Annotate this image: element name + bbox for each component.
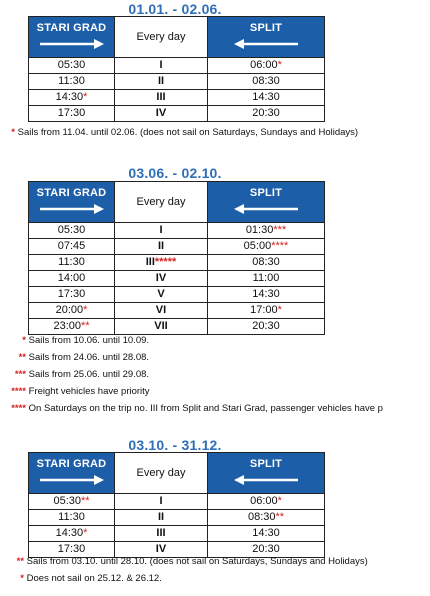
timetable-header-row bbox=[29, 17, 325, 58]
departure-cell bbox=[29, 494, 115, 510]
departure-time: 17:30 bbox=[57, 107, 86, 119]
trip-cell bbox=[115, 255, 208, 271]
table-row bbox=[29, 510, 325, 526]
arrival-time: 20:30 bbox=[252, 543, 280, 555]
header-every-day: Every day bbox=[115, 182, 208, 223]
footnote-text: Does not sail on 25.12. & 26.12. bbox=[26, 573, 162, 584]
departure-time: 11:30 bbox=[58, 256, 85, 268]
trip-number: IV bbox=[155, 107, 167, 119]
table-row bbox=[29, 90, 325, 106]
arrival-cell bbox=[208, 319, 325, 335]
arrival-cell bbox=[208, 271, 325, 287]
table-row bbox=[29, 287, 325, 303]
arrival-cell bbox=[208, 255, 325, 271]
trip-number: I bbox=[159, 495, 163, 507]
arrow-right-icon bbox=[39, 38, 105, 50]
timetable-header-row bbox=[29, 182, 325, 223]
footnote-text: Sails from 11.04. until 02.06. (does not sail on Saturdays, Sundays and Holidays) bbox=[17, 127, 359, 138]
departure-time: 23:00 bbox=[53, 320, 81, 332]
arrival-cell bbox=[208, 106, 325, 122]
arrival-time: 17:00 bbox=[250, 304, 278, 316]
footnote bbox=[4, 127, 358, 138]
departure-time: 14:30 bbox=[55, 527, 84, 539]
header-split bbox=[208, 182, 325, 223]
departure-cell bbox=[29, 255, 115, 271]
footnote bbox=[0, 352, 149, 363]
trip-number: I bbox=[159, 59, 163, 71]
table-row bbox=[29, 255, 325, 271]
departure-cell bbox=[29, 287, 115, 303]
arrival-cell bbox=[208, 58, 325, 74]
departure-cell bbox=[29, 303, 115, 319]
footnote bbox=[0, 386, 150, 397]
departure-time: 20:00 bbox=[55, 304, 84, 316]
arrival-time: 08:30 bbox=[252, 256, 280, 268]
footnote-mark: ** bbox=[16, 556, 24, 567]
footnote-mark: **** bbox=[11, 386, 26, 397]
departure-time: 17:30 bbox=[57, 288, 86, 300]
trip-cell bbox=[115, 510, 208, 526]
footnote-mark: ***** bbox=[154, 256, 177, 268]
header-label: STARI GRAD bbox=[36, 22, 107, 34]
departure-time: 14:30 bbox=[55, 91, 84, 103]
arrival-time: 14:30 bbox=[252, 527, 280, 539]
footnote-mark: * bbox=[277, 304, 282, 316]
departure-cell bbox=[29, 74, 115, 90]
footnote bbox=[0, 556, 368, 567]
arrival-cell bbox=[208, 526, 325, 542]
arrival-cell bbox=[208, 510, 325, 526]
trip-cell bbox=[115, 271, 208, 287]
trip-number: IV bbox=[155, 272, 167, 284]
departure-time: 07:45 bbox=[57, 240, 86, 252]
departure-cell bbox=[29, 90, 115, 106]
header-every-day: Every day bbox=[115, 453, 208, 494]
period-title: 01.01. - 02.06. bbox=[128, 1, 222, 17]
footnote-mark: ** bbox=[80, 495, 90, 507]
trip-number: III bbox=[156, 91, 166, 103]
header-label: SPLIT bbox=[249, 458, 283, 470]
footnote-mark: **** bbox=[271, 240, 289, 252]
arrival-cell bbox=[208, 303, 325, 319]
arrow-left-icon bbox=[233, 474, 299, 486]
trip-number: III bbox=[145, 256, 155, 268]
arrival-cell bbox=[208, 239, 325, 255]
header-every-day: Every day bbox=[115, 17, 208, 58]
table-row bbox=[29, 319, 325, 335]
departure-cell bbox=[29, 223, 115, 239]
footnote-mark: * bbox=[11, 127, 15, 138]
trip-cell bbox=[115, 319, 208, 335]
arrival-time: 05:00 bbox=[243, 240, 272, 252]
trip-cell bbox=[115, 58, 208, 74]
table-row bbox=[29, 526, 325, 542]
table-row bbox=[29, 239, 325, 255]
footnote-mark: *** bbox=[14, 369, 26, 380]
arrival-time: 14:30 bbox=[252, 288, 280, 300]
table-row bbox=[29, 223, 325, 239]
departure-time: 11:30 bbox=[58, 511, 85, 523]
footnote-mark: ** bbox=[18, 352, 26, 363]
departure-cell bbox=[29, 58, 115, 74]
header-label: SPLIT bbox=[249, 22, 283, 34]
header-split bbox=[208, 453, 325, 494]
footnote-mark: * bbox=[83, 91, 88, 103]
arrival-cell bbox=[208, 223, 325, 239]
footnote-mark: *** bbox=[273, 224, 287, 236]
trip-number: II bbox=[157, 511, 165, 523]
footnote bbox=[0, 573, 162, 584]
departure-time: 11:30 bbox=[58, 75, 85, 87]
trip-number: VI bbox=[155, 304, 167, 316]
footnote-mark: ** bbox=[80, 320, 90, 332]
departure-cell bbox=[29, 526, 115, 542]
departure-time: 05:30 bbox=[57, 224, 86, 236]
arrow-right-icon bbox=[39, 203, 105, 215]
footnote-mark: * bbox=[277, 495, 282, 507]
arrival-time: 06:00 bbox=[250, 59, 278, 71]
header-stari-grad bbox=[29, 182, 115, 223]
timetable bbox=[28, 16, 325, 122]
table-row bbox=[29, 74, 325, 90]
arrival-time: 20:30 bbox=[252, 107, 280, 119]
footnote bbox=[0, 369, 149, 380]
departure-time: 17:30 bbox=[57, 543, 86, 555]
table-row bbox=[29, 303, 325, 319]
arrow-left-icon bbox=[233, 38, 299, 50]
footnote-text: Sails from 10.06. until 10.09. bbox=[28, 335, 150, 346]
trip-number: II bbox=[157, 75, 165, 87]
header-stari-grad bbox=[29, 453, 115, 494]
departure-cell bbox=[29, 271, 115, 287]
footnote-mark: * bbox=[20, 573, 24, 584]
footnote-text: Sails from 03.10. until 28.10. (does not sail on Saturdays, Sundays and Holidays) bbox=[26, 556, 368, 567]
departure-time: 14:00 bbox=[57, 272, 86, 284]
table-row bbox=[29, 58, 325, 74]
trip-cell bbox=[115, 223, 208, 239]
timetable-header-row bbox=[29, 453, 325, 494]
footnote-mark: * bbox=[22, 335, 26, 346]
trip-cell bbox=[115, 494, 208, 510]
footnote-text: Sails from 24.06. until 28.08. bbox=[28, 352, 150, 363]
footnote-mark: * bbox=[83, 527, 88, 539]
trip-number: I bbox=[159, 224, 163, 236]
table-row bbox=[29, 494, 325, 510]
footnote-mark: ** bbox=[275, 511, 285, 523]
arrival-time: 01:30 bbox=[245, 224, 274, 236]
header-label: STARI GRAD bbox=[36, 187, 107, 199]
arrow-right-icon bbox=[39, 474, 105, 486]
arrival-cell bbox=[208, 287, 325, 303]
footnote-text: Sails from 25.06. until 29.08. bbox=[28, 369, 150, 380]
trip-number: II bbox=[157, 240, 165, 252]
header-label: SPLIT bbox=[249, 187, 283, 199]
footnote-mark: * bbox=[277, 59, 282, 71]
timetable bbox=[28, 181, 325, 335]
arrival-time: 08:30 bbox=[247, 511, 276, 523]
arrow-left-icon bbox=[233, 203, 299, 215]
departure-time: 05:30 bbox=[53, 495, 81, 507]
arrival-time: 11:00 bbox=[252, 272, 280, 284]
table-row bbox=[29, 271, 325, 287]
footnote-text: On Saturdays on the trip no. III from Split and Stari Grad, passenger vehicles have p bbox=[28, 403, 383, 414]
trip-cell bbox=[115, 90, 208, 106]
footnote-text: Freight vehicles have priority bbox=[28, 386, 150, 397]
departure-cell bbox=[29, 239, 115, 255]
arrival-cell bbox=[208, 74, 325, 90]
footnote bbox=[0, 335, 149, 346]
departure-cell bbox=[29, 106, 115, 122]
trip-number: III bbox=[156, 527, 166, 539]
footnote bbox=[0, 403, 383, 414]
header-label: STARI GRAD bbox=[36, 458, 107, 470]
footnote-mark: **** bbox=[11, 403, 26, 414]
trip-cell bbox=[115, 287, 208, 303]
header-stari-grad bbox=[29, 17, 115, 58]
header-split bbox=[208, 17, 325, 58]
trip-cell bbox=[115, 526, 208, 542]
timetable bbox=[28, 452, 325, 558]
trip-number: V bbox=[157, 288, 165, 300]
period-title: 03.06. - 02.10. bbox=[128, 165, 222, 181]
trip-number: IV bbox=[155, 543, 167, 555]
arrival-time: 14:30 bbox=[252, 91, 280, 103]
trip-cell bbox=[115, 239, 208, 255]
arrival-time: 20:30 bbox=[252, 320, 280, 332]
arrival-time: 08:30 bbox=[252, 75, 280, 87]
arrival-cell bbox=[208, 90, 325, 106]
trip-number: VII bbox=[154, 320, 168, 332]
arrival-cell bbox=[208, 494, 325, 510]
trip-cell bbox=[115, 74, 208, 90]
period-title: 03.10. - 31.12. bbox=[128, 437, 222, 453]
trip-cell bbox=[115, 106, 208, 122]
departure-cell bbox=[29, 510, 115, 526]
departure-time: 05:30 bbox=[57, 59, 86, 71]
trip-cell bbox=[115, 303, 208, 319]
table-row bbox=[29, 106, 325, 122]
departure-cell bbox=[29, 319, 115, 335]
footnote-mark: * bbox=[83, 304, 88, 316]
arrival-time: 06:00 bbox=[250, 495, 278, 507]
